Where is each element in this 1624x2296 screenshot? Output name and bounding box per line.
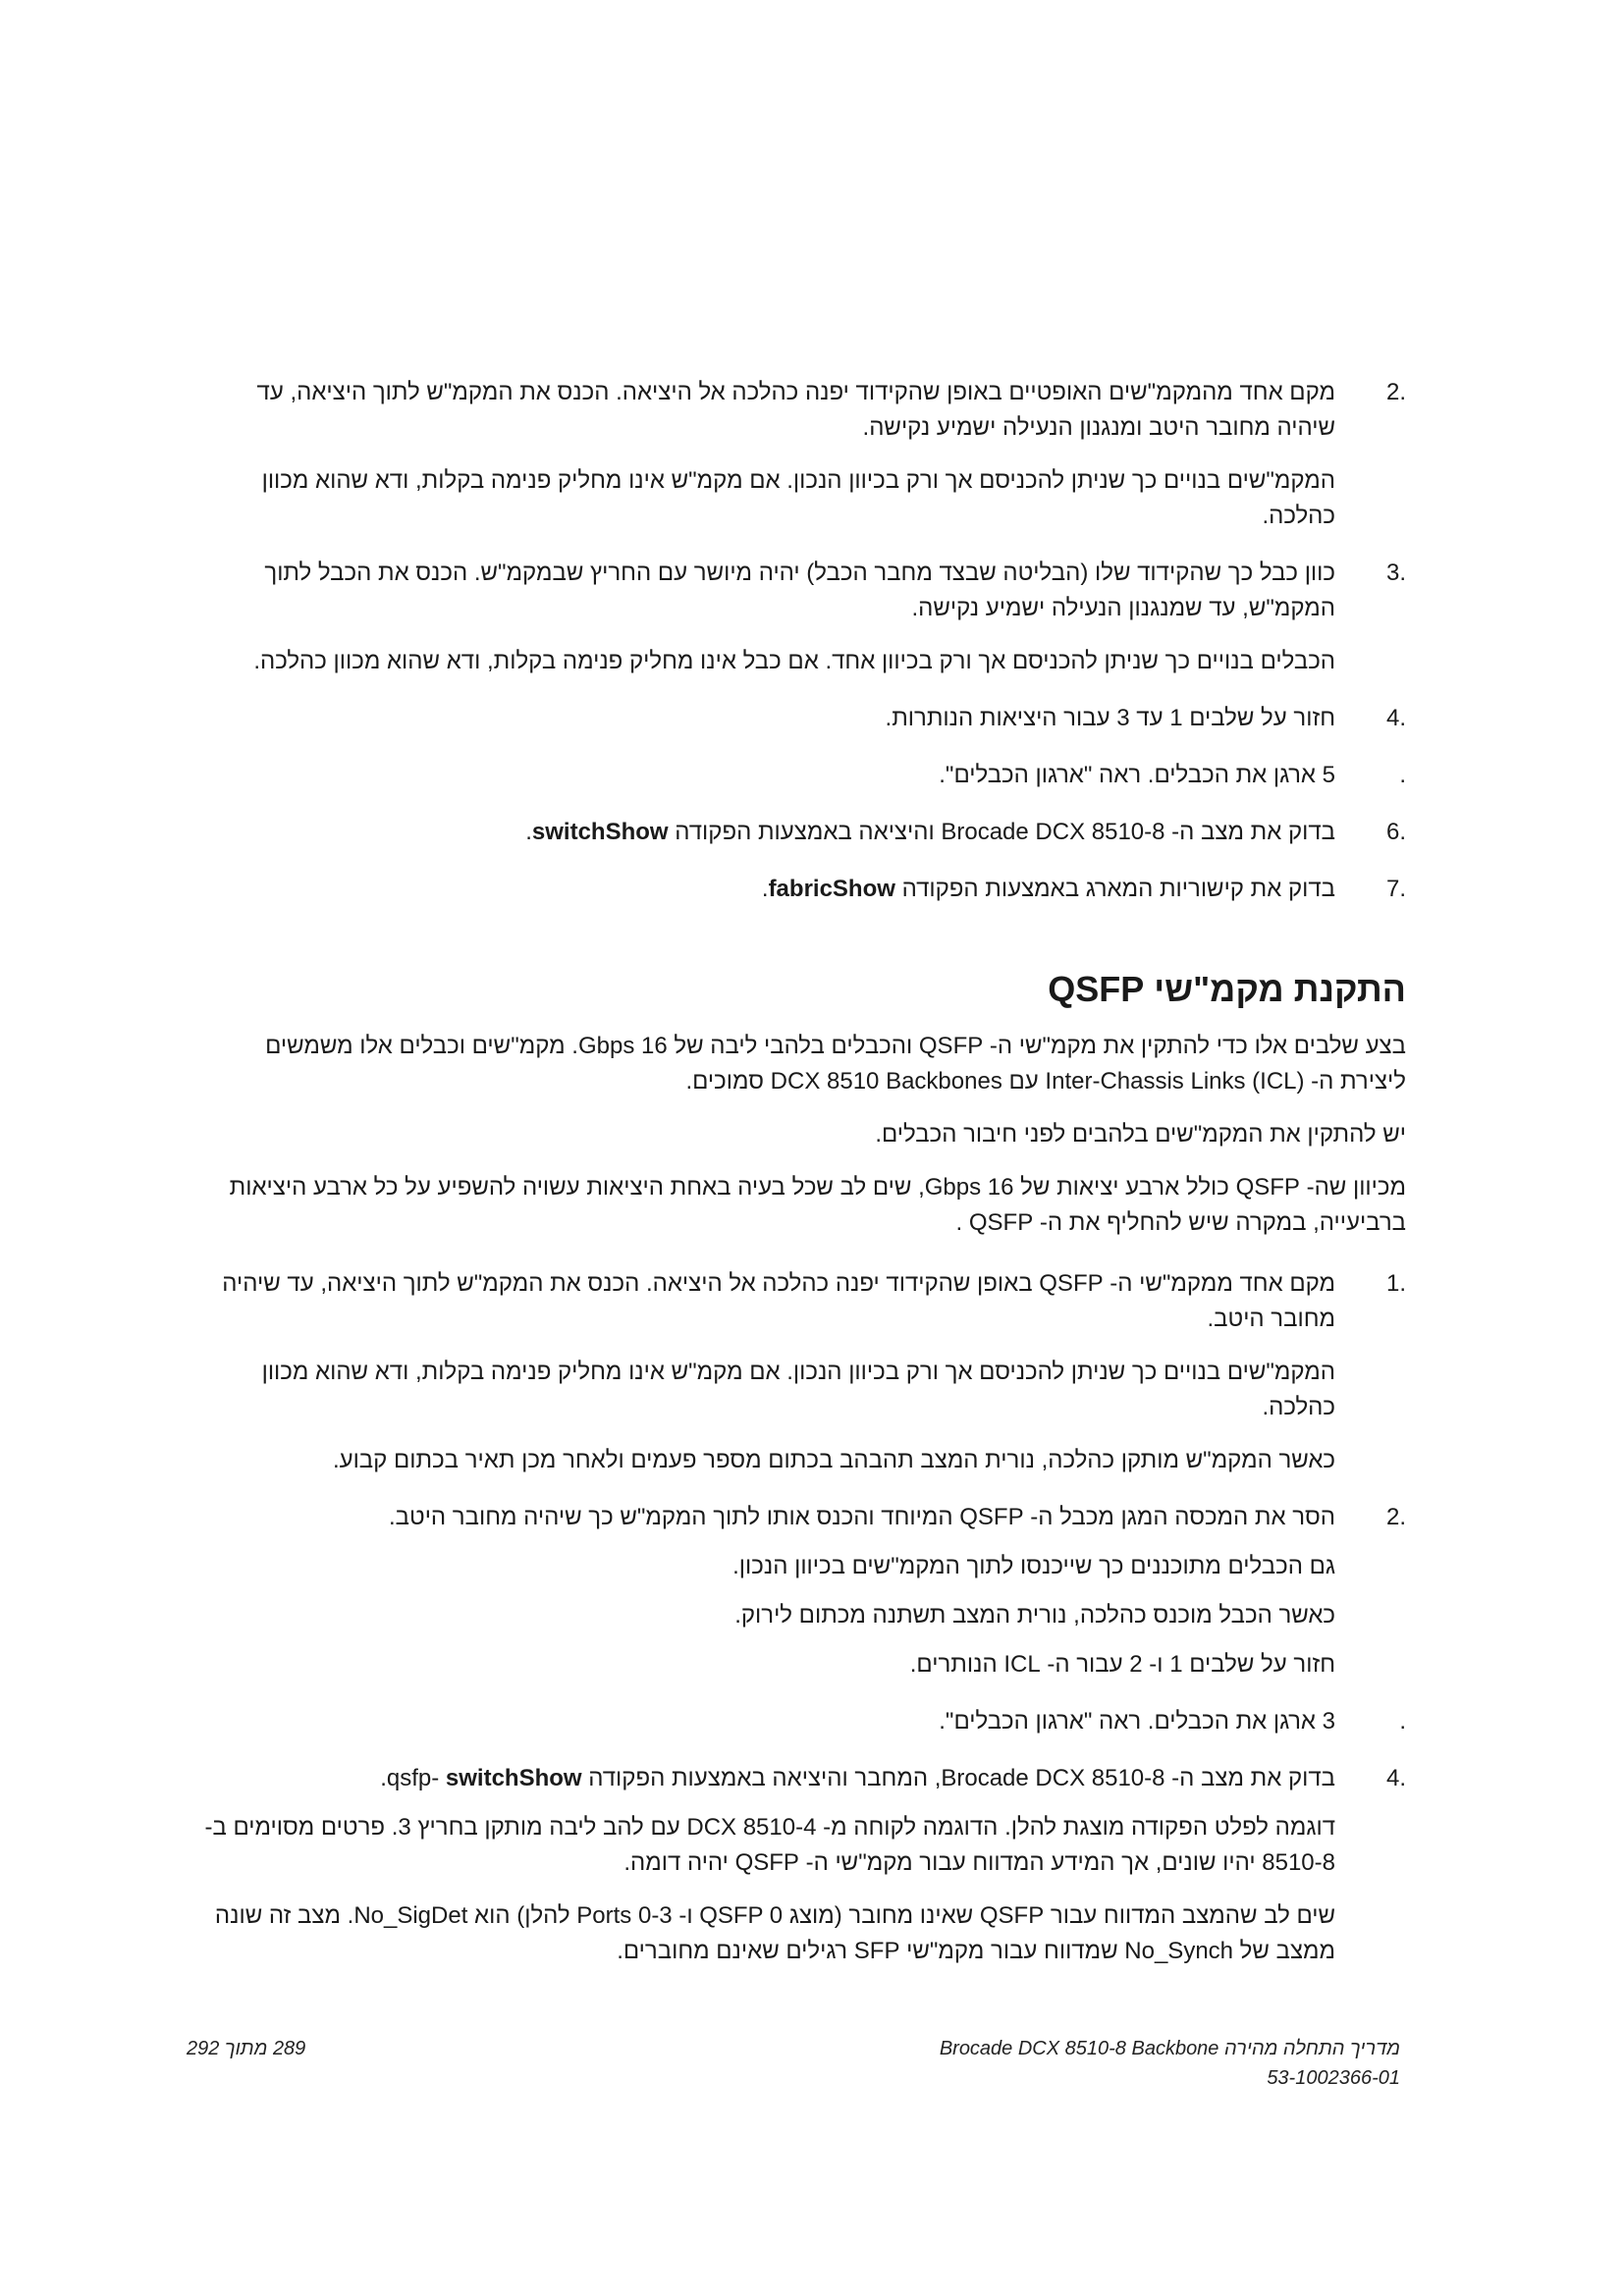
step-number: .4 — [1385, 1765, 1406, 1791]
step-number: .6 — [1385, 819, 1406, 845]
intro-paragraph: מכיוון שה- QSFP כולל ארבע יציאות של 16 Gbps, שים לב שכל בעיה באחת היציאות עשויה להשפיע על כל ארבע היציאות ברביעייה, במקרה שיש להחליף את ה- QSFP . — [229, 1174, 1406, 1236]
step-number: .1 — [1385, 1270, 1406, 1297]
step-3 — [198, 556, 1406, 626]
step-text-before: בדוק את מצב ה- Brocade DCX 8510-8, המחבר והיציאה באמצעות הפקודה qsfp- — [386, 1765, 1335, 1791]
step-note: דוגמה לפלט הפקודה מוצגת להלן. הדוגמה לקוחה מ- DCX 8510-4 עם להב ליבה מותקן בחריץ 3. פרטים מסוימים ב- 8510-8 יהיו שונים, אך המידע המדווח עבור מקמ"שי ה- QSFP יהיה דומה. — [204, 1814, 1335, 1876]
step-text-after: . — [380, 1765, 387, 1791]
step-text: חזור על שלבים 1 עד 3 עבור היציאות הנותרות. — [885, 705, 1335, 731]
step-3b — [198, 1704, 1406, 1739]
step-note: הכבלים בנויים כך שניתן להכניסם אך ורק בכיוון אחד. אם כבל אינו מחליק פנימה בקלות, ודא שהוא מכוון כהלכה. — [253, 648, 1335, 674]
step-text: 5 ארגן את הכבלים. ראה "ארגון הכבלים". — [939, 762, 1335, 788]
step-text — [198, 872, 1335, 907]
main-content — [198, 375, 1406, 1969]
step-6 — [198, 815, 1406, 850]
step-text-after: . — [761, 876, 769, 902]
step-text: כוון כבל כך שהקידוד שלו (הבליטה שבצד מחבר הכבל) יהיה מיושר עם החריץ שבמקמ"ש. הכנס את הכבל לתוך המקמ"ש, עד שמנגנון הנעילה ישמיע נקישה. — [264, 560, 1335, 621]
footer-page-number: 289 מתוך 292 — [187, 2038, 306, 2059]
step-7 — [198, 872, 1406, 907]
step-1 — [198, 1266, 1406, 1337]
step-text: מקם אחד ממקמ"שי ה- QSFP באופן שהקידוד יפנה כהלכה אל היציאה. הכנס את המקמ"ש לתוך היציאה, עד שיהיה מחובר היטב. — [222, 1270, 1335, 1332]
step-number: .4 — [1385, 705, 1406, 731]
step-text-before: בדוק את קישוריות המארג באמצעות הפקודה — [894, 876, 1335, 902]
step-note: שים לב שהמצב המדווח עבור QSFP שאינו מחובר (מוצג QSFP 0 ו- Ports 0-3 להלן) הוא No_SigDet. מצב זה שונה ממצב של No_Synch שמדווח עבור מקמ"שי SFP רגילים שאינם מחוברים. — [214, 1902, 1335, 1964]
step-note: המקמ"שים בנויים כך שניתן להכניסם אך ורק בכיוון הנכון. אם מקמ"ש אינו מחליק פנימה בקלות, ודא שהוא מכוון כהלכה. — [261, 467, 1335, 529]
step-4b — [198, 1761, 1406, 1796]
step-number: . — [1399, 1708, 1406, 1735]
step-5 — [198, 758, 1406, 793]
step-note: חזור על שלבים 1 ו- 2 עבור ה- ICL הנותרים. — [909, 1651, 1335, 1678]
step-number: .3 — [1385, 560, 1406, 586]
step-text: מקם אחד מהמקמ"שים האופטיים באופן שהקידוד יפנה כהלכה אל היציאה. הכנס את המקמ"ש לתוך היציאה, עד שיהיה מחובר היטב ומנגנון הנעילה ישמיע נקישה. — [256, 379, 1335, 441]
step-text-after: . — [525, 819, 532, 845]
footer-doc-info — [940, 2034, 1400, 2093]
intro-paragraph: יש להתקין את המקמ"שים בלהבים לפני חיבור הכבלים. — [875, 1121, 1406, 1148]
step-text — [198, 1761, 1335, 1796]
step-2 — [198, 375, 1406, 446]
section-heading: התקנת מקמ"שי QSFP — [1048, 969, 1406, 1009]
footer-title: מדריך התחלה מהירה Brocade DCX 8510-8 Backbone — [939, 2038, 1400, 2059]
step-number: .7 — [1385, 876, 1406, 902]
intro-paragraph: בצע שלבים אלו כדי להתקין את מקמ"שי ה- QSFP והכבלים בלהבי ליבה של 16 Gbps. מקמ"שים וכבלים אלו משמשים ליצירת ה- Inter-Chassis Links (ICL) עם DCX 8510 Backbones סמוכים. — [265, 1033, 1406, 1095]
step-note: כאשר הכבל מוכנס כהלכה, נורית המצב תשתנה מכתום לירוק. — [734, 1602, 1335, 1629]
step-text: 3 ארגן את הכבלים. ראה "ארגון הכבלים". — [939, 1708, 1335, 1735]
command-switchshow: switchShow — [531, 819, 669, 845]
footer-doc-number: 53-1002366-01 — [1267, 2067, 1400, 2089]
command-fabricshow: fabricShow — [768, 876, 895, 902]
step-note: כאשר המקמ"ש מותקן כהלכה, נורית המצב תהבהב בכתום מספר פעמים ולאחר מכן תאיר בכתום קבוע. — [332, 1447, 1335, 1473]
step-number: . — [1399, 762, 1406, 788]
step-text-before: בדוק את מצב ה- Brocade DCX 8510-8 והיציאה באמצעות הפקודה — [668, 819, 1335, 845]
step-4 — [198, 701, 1406, 736]
step-note: המקמ"שים בנויים כך שניתן להכניסם אך ורק בכיוון הנכון. אם מקמ"ש אינו מחליק פנימה בקלות, ודא שהוא מכוון כהלכה. — [261, 1359, 1335, 1420]
step-2b — [198, 1500, 1406, 1535]
step-note: גם הכבלים מתוכננים כך שייכנסו לתוך המקמ"שים בכיוון הנכון. — [732, 1553, 1335, 1579]
step-text: הסר את המכסה המגן מכבל ה- QSFP המיוחד והכנס אותו לתוך המקמ"ש כך שיהיה מחובר היטב. — [389, 1504, 1335, 1530]
step-number: .2 — [1385, 1504, 1406, 1530]
step-text — [198, 815, 1335, 850]
command-switchshow: switchShow — [445, 1765, 582, 1791]
step-number: .2 — [1385, 379, 1406, 405]
